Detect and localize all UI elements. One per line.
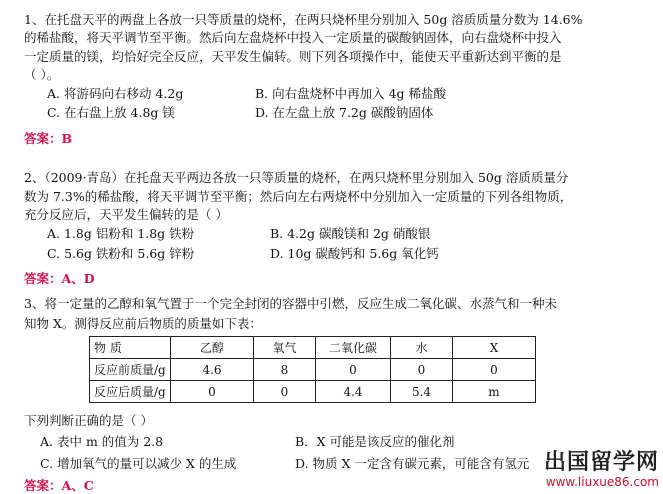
table-cell: 8 (254, 359, 316, 381)
table-cell: m (453, 381, 536, 403)
q2-option-a: A. 1.8g 铝粉和 1.8g 铁粉 (47, 226, 195, 241)
table-header-cell: 乙醇 (171, 337, 254, 359)
q3-prompt: 下列判断正确的是（ ） (24, 413, 153, 428)
q2-answer: 答案：A、D (24, 271, 95, 286)
q1-line-3: 一定质量的镁，均恰好完全反应，天平发生偏转。则下列各项操作中，能使天平重新达到平衡的是 (24, 49, 562, 64)
table-cell: 0 (316, 359, 391, 381)
q2-option-d: D. 10g 碳酸钙和 5.6g 氧化钙 (270, 246, 439, 261)
q1-option-c: C. 在右盘上放 4.8g 镁 (47, 105, 175, 120)
table-cell: 4.6 (171, 359, 254, 381)
table-cell: 4.4 (316, 381, 391, 403)
q1-line-4: （ ）。 (24, 67, 60, 82)
q3-answer: 答案：A、C (24, 478, 94, 493)
q1-answer: 答案：B (24, 131, 73, 146)
q2-option-b: B. 4.2g 碳酸镁和 2g 硝酸银 (270, 226, 431, 241)
q3-option-c: C. 增加氧气的量可以减少 X 的生成 (40, 456, 237, 471)
q2-line-1: 2、（2009·青岛）在托盘天平两边各放一只等质量的烧杯，在两只烧杯里分别加入 50g 溶质质量分 (24, 170, 569, 185)
table-cell: 0 (254, 381, 316, 403)
q3-line-2: 知物 X。测得反应前后物质的质量如下表： (24, 316, 262, 331)
table-header-cell: X (453, 337, 536, 359)
watermark-title: 出国留学网 (543, 450, 659, 475)
q3-line-1: 3、将一定量的乙醇和氧气置于一个完全封闭的容器中引燃，反应生成二氧化碳、水蒸气和一种未 (24, 296, 557, 311)
table-header-cell: 物 质 (90, 337, 171, 359)
table-header-row (90, 337, 536, 359)
q1-line-2: 的稀盐酸，将天平调节至平衡。然后向左盘烧杯中投入一定质量的碳酸钠固体，向右盘烧杯中投入 (24, 30, 562, 45)
q2-line-3: 充分反应后，天平发生偏转的是（ ） (24, 207, 228, 222)
watermark-logo (544, 451, 659, 489)
table-cell: 5.4 (391, 381, 453, 403)
table-cell: 0 (171, 381, 254, 403)
q3-option-d: D. 物质 X 一定含有碳元素，可能含有氢元 (295, 456, 530, 471)
q1-option-d: D. 在左盘上放 7.2g 碳酸钠固体 (255, 105, 434, 120)
q1-line-1: 1、在托盘天平的两盘上各放一只等质量的烧杯，在两只烧杯里分别加入 50g 溶质质量分数为 14.6% (24, 12, 583, 27)
q1-option-b: B. 向右盘烧杯中再加入 4g 稀盐酸 (255, 86, 447, 101)
table-cell: 0 (391, 359, 453, 381)
watermark-url: www.liuxue86.com (545, 475, 659, 489)
table-cell: 反应后质量/g (90, 381, 171, 403)
table-row (90, 381, 536, 403)
q3-option-b: B．X 可能是该反应的催化剂 (295, 434, 455, 449)
table-row (90, 359, 536, 381)
table-cell: 0 (453, 359, 536, 381)
table-cell: 反应前质量/g (90, 359, 171, 381)
q2-option-c: C. 5.6g 铁粉和 5.6g 锌粉 (47, 246, 195, 261)
q1-option-a: A. 将游码向右移动 4.2g (47, 86, 184, 101)
q3-option-a: A. 表中 m 的值为 2.8 (40, 434, 164, 449)
q2-line-2: 数为 7.3%的稀盐酸，将天平调节至平衡；然后向左右两烧杯中分别加入一定质量的下列各组物质， (24, 189, 573, 204)
table-header-cell: 水 (391, 337, 453, 359)
table-header-cell: 二氧化碳 (316, 337, 391, 359)
table-header-cell: 氧气 (254, 337, 316, 359)
mass-table (89, 336, 536, 403)
